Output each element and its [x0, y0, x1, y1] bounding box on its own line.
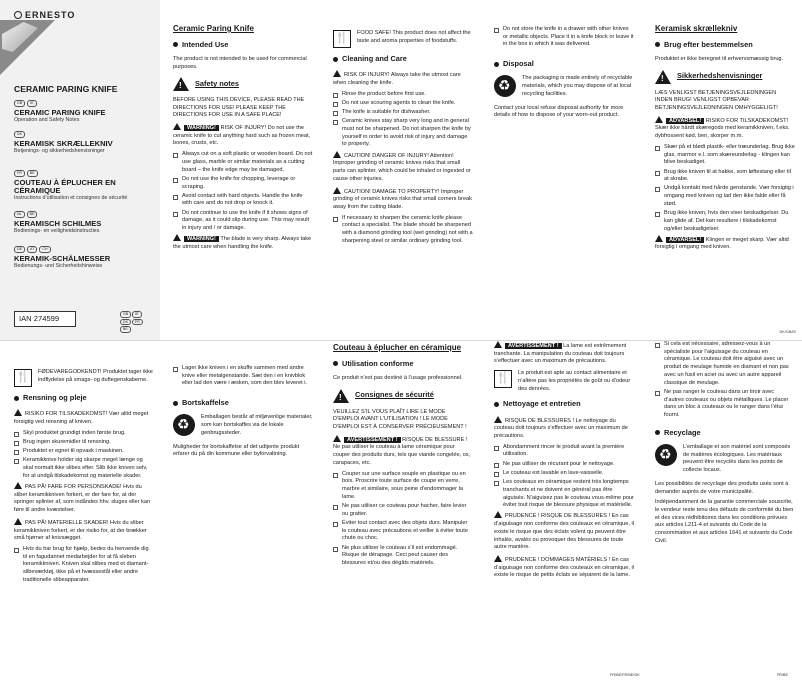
warning-paragraph: RISQUE DE BLESSURES ! Le nettoyage du couteau doit toujours s’effectuer avec un maximum de précautions. — [494, 417, 628, 439]
section-heading: Recyclage — [655, 428, 795, 438]
lang-code: IE — [132, 311, 141, 318]
bullet-dot-icon — [333, 57, 338, 62]
list-item: Les couteaux en céramique restent très longtemps tranchants et ne doivent en général pas être aiguisés. N’aiguisez pas le couteau vous-même pour éviter tout risque de blessure physique et matérielle. — [494, 479, 634, 510]
lang-code: FR — [14, 170, 25, 177]
bullet-dot-icon — [655, 430, 660, 435]
bullet-dot-icon — [173, 401, 178, 406]
cover-title: CERAMIC PARING KNIFE — [14, 84, 118, 94]
section-heading: Utilisation conforme — [333, 359, 473, 369]
bullet-dot-icon — [14, 396, 19, 401]
dk-column-2 — [14, 365, 154, 586]
warning-icon — [655, 116, 663, 123]
lang-subtitle: Bedienungs- und Sicherheitshinweise — [14, 263, 103, 270]
ian-box: IAN 274599 — [14, 311, 76, 327]
paragraph: Contact your local refuse disposal authority for more details of how to dispose of your worn-out product. — [494, 104, 624, 119]
lang-title: KERAMIK-SCHÄLMESSER — [14, 253, 111, 263]
list-item: Avoid contact with hard objects. Handle the knife with care and do not drop or knock it. — [173, 193, 313, 208]
list-item: Lager ikke kniven i en skuffe sammen med andre knive eller metalgenstande. Sæt den i en knivblok eller lad den være i æsken, som den blev leveret i. — [173, 365, 313, 388]
paragraph: Ce produit n’est pas destiné à l’usage professionnel. — [333, 374, 463, 381]
warning-paragraph: ADVARSEL! Klingen er meget skarp. Vær altid forsigtig i omgang med kniven. — [655, 236, 789, 251]
lang-block-nl — [14, 211, 154, 234]
warning-triangle-icon — [173, 77, 189, 91]
list-item: Abondamment rincer le produit avant la première utilisation. — [494, 444, 634, 459]
fr-column-2 — [494, 341, 634, 583]
section-title: Keramisk skrællekniv — [655, 24, 738, 33]
lang-code: GB — [120, 311, 131, 318]
list-item: Éviter tout contact avec des objets durs. Manipuler le couteau avec précautions et veiller à éviter toute chute ou choc. — [333, 520, 473, 543]
warning-icon — [14, 409, 22, 416]
food-safe-note: 🍴 Le produit est apte au contact alimentaire et n’altère pas les propriétés de goût ou d’odeur des denrées. — [494, 370, 634, 393]
section-heading: Intended Use — [173, 40, 313, 50]
bullet-list — [14, 546, 154, 585]
fr-column-3 — [655, 341, 795, 549]
section-heading: Nettoyage et entretien — [494, 399, 634, 409]
warning-icon — [14, 518, 22, 525]
lang-code: DE — [14, 246, 25, 253]
fr-column-1 — [333, 341, 473, 569]
dk-column-1 — [655, 22, 795, 255]
list-item: The knife is suitable for dishwasher. — [333, 109, 473, 117]
list-item: Rinse the product before first use. — [333, 91, 473, 99]
lang-subtitle: Instructions d’utilisation et consignes de sécurité — [14, 195, 128, 202]
section-heading: Cleaning and Care — [333, 54, 473, 64]
bullet-dot-icon — [173, 42, 178, 47]
lang-subtitle: Betjenings- og sikkerhedshenvisninger — [14, 148, 105, 155]
lang-code: BE — [120, 326, 131, 333]
warning-icon — [333, 70, 341, 77]
warning-icon — [14, 482, 22, 489]
lang-block-de — [14, 246, 154, 269]
manual-page-bottom — [0, 340, 802, 681]
list-item: Couper sur une surface souple en plastique ou en bois. Proscrire toute surface de coupe en verre, marbre et similaire, sous peine d’endommager la lame. — [333, 471, 473, 502]
food-safe-note: 🍴 FØDEVAREGODKENDT! Produktet tager ikke indflydelse på smags- og duftegenskaberne. — [14, 369, 154, 387]
list-item: Si cela est nécessaire, adressez-vous à un spécialiste pour l’aiguisage du couteau en céramique. Le couteau doit être aiguisé avec un produit de meulage humide en diamant et non pas avec un fusil en acier ou avec un autre appareil classique de meulage. — [655, 341, 795, 387]
list-item: Hvis du har brug for hjælp, bedes du henvende dig til en fagudannet medarbejder for at få sleben keramikkniven. Kniven skal slibes med et diamant-slibeværktøj, ikke på et hvæssestål eller andre traditionelle slibeapparater. — [14, 546, 154, 585]
safety-heading: ! Consignes de sécurité — [333, 389, 473, 403]
cover-panel — [0, 0, 160, 340]
paragraph: VEUILLEZ S’IL VOUS PLAÎT LIRE LE MODE D’EMPLOI AVANT L’UTILISATION ! LE MODE D’EMPLOI EST À CONSERVER PRÉCIEUSEMENT ! — [333, 408, 467, 430]
lang-code: AT — [27, 246, 37, 253]
warning-icon — [494, 416, 502, 423]
food-safe-icon: 🍴 — [14, 369, 32, 387]
lang-code: BE — [27, 211, 38, 218]
list-item: Ne plus utiliser le couteau s’il est endommagé. Risque de dérapage. Ceci peut causer des blessures et/ou des dégâts matériels. — [333, 545, 473, 568]
list-item: Le couteau est lavable en lave-vaisselle. — [494, 470, 634, 478]
paragraph: BEFORE USING THIS DEVICE, PLEASE READ THE DIRECTIONS FOR USE! PLEASE KEEP THE DIRECTIONS FOR USE IN A SAFE PLACE! — [173, 97, 305, 119]
list-item: If necessary to sharpen the ceramic knife please contact a specialist. The blade should be sharpened with a diamond grinding tool (wet grinding) not with a sharpening steel or similar ordinary grinding tool. — [333, 215, 473, 246]
recycle-icon — [655, 444, 677, 466]
warning-paragraph: WARNING! RISK OF INJURY! Do not use the ceramic knife to cut anything hard such as frozen meat, bones, crusts, etc. — [173, 124, 311, 147]
list-item: Undgå kontakt med hårde genstande. Vær forsigtig i omgang med kniven og lad den ikke falde eller få stød. — [655, 185, 795, 208]
page-code: DK/GB/IE — [779, 330, 796, 334]
list-item: Do not use the knife for chopping, leverage or scraping. — [173, 176, 313, 191]
warning-icon — [333, 151, 341, 158]
lang-code: GB — [14, 100, 25, 107]
recycle-icon — [173, 414, 195, 436]
warning-icon — [173, 123, 181, 130]
section-title: Couteau à éplucher en céramique — [333, 343, 462, 352]
disposal-note: ♻ Emballagen består af miljøvenlige materialer, som kan bortskaffes via de lokale genbrugssteder. — [173, 414, 313, 437]
bullet-list — [173, 151, 313, 233]
section-title: Ceramic Paring Knife — [173, 24, 254, 33]
bullet-list — [333, 91, 473, 150]
bullet-dot-icon — [333, 361, 338, 366]
lang-code: FR — [132, 319, 143, 326]
bullet-dot-icon — [494, 62, 499, 67]
warning-triangle-icon — [655, 70, 671, 84]
list-item: Always cut on a soft plastic or wooden board. Do not use glass, marble or similar materials as a cutting board – the knife edge may be damaged. — [173, 151, 313, 174]
warning-paragraph: AVERTISSEMENT ! La lame est extrêmement tranchante. La manipulation du couteau doit toujours s’effectuer avec un maximum de précautions. — [494, 343, 627, 365]
bullet-dot-icon — [494, 402, 499, 407]
lang-subtitle: Bedienings- en veiligheidsinstructies — [14, 228, 100, 235]
section-heading: Brug efter bestemmelsen — [655, 40, 795, 50]
list-item: Do not store the knife in a drawer with other knives or metallic objects. Place it in a knife block or leave it in the box in which it was delivered. — [494, 26, 634, 49]
disposal-note: ♻ The packaging is made entirely of recyclable materials, which you may dispose of at local recycling facilities. — [494, 75, 634, 98]
lang-title: KERAMISCH SCHILMES — [14, 218, 102, 228]
recycling-note: ♻ L’emballage et son matériel sont composés de matières écologiques. Les matériaux peuvent être recyclés dans les points de collecte locaux. — [655, 444, 795, 475]
warning-icon — [494, 511, 502, 518]
bullet-list — [655, 341, 795, 420]
bullet-list — [14, 430, 154, 481]
bullet-list — [333, 471, 473, 568]
recycle-icon — [494, 75, 516, 97]
bullet-list — [333, 215, 473, 246]
caution-paragraph: PRUDENCE ! RISQUE DE BLESSURES ! En cas d’aiguisage non conforme des couteaux en céramique, il existe le risque que des éclats volent qu peuvent être inhalés, avalés ou provoquer des blessures de toute autre manière. — [494, 513, 634, 551]
caution-paragraph: PAS PÅ! FARE FOR PERSONSKADE! Hvis du sliber keramikkniven forkert, er der fare for, at der springer splinter af, som indåndes hhv. sluges eller kan føre til andre kvæstelser. — [14, 483, 151, 514]
paragraph: Produktet er ikke beregnet til erhvervsmæssig brug. — [655, 55, 784, 62]
warning-icon — [494, 555, 502, 562]
lang-subtitle: Operation and Safety Notes — [14, 117, 80, 124]
list-item: Brug ingen skuremidler til rensning. — [14, 439, 154, 447]
warning-paragraph: WARNING! The blade is very sharp. Always take the utmost care when handling the knife. — [173, 236, 312, 251]
list-item: Produktet er egnet til opvask i maskinen. — [14, 448, 154, 456]
paragraph: Les possibilités de recyclage des produits usés sont à demander auprès de votre municipalité. — [655, 480, 789, 495]
food-safe-icon: 🍴 — [333, 30, 351, 48]
brand-logo — [14, 10, 75, 20]
bullet-list — [655, 144, 795, 233]
ian-lang-codes — [120, 311, 152, 333]
paragraph: The product is not intended to be used for commercial purposes. — [173, 55, 307, 70]
logo-icon — [14, 11, 22, 19]
lang-block-fr — [14, 170, 154, 201]
warning-icon — [333, 187, 341, 194]
lang-code: DK — [120, 319, 131, 326]
warning-icon — [333, 435, 341, 442]
safety-heading: ! Sikkerhedshenvisninger — [655, 70, 795, 84]
list-item: Skyl produktet grundigt inden første brug. — [14, 430, 154, 438]
bullet-list — [173, 365, 313, 388]
lang-code: CH — [39, 246, 50, 253]
warning-icon — [655, 235, 663, 242]
warning-paragraph: RISIKO FOR TILSKADEKOMST! Vær altid meget forsigtig ved rensning af kniven. — [14, 411, 149, 425]
bullet-dot-icon — [655, 42, 660, 47]
caution-paragraph: CAUTION! DANGER OF INJURY! Attention! Improper grinding of ceramic knives risks that small parts can splinter, which could be inhaled or ingested or cause other injuries. — [333, 152, 471, 182]
paragraph: Muligheder for bortskaffelse af det udtjente produkt erfarer du på din kommune eller byforvaltning. — [173, 443, 300, 458]
list-item: Ne pas utiliser de récurant pour le nettoyage. — [494, 461, 634, 469]
lang-code: DK — [14, 131, 25, 138]
caution-paragraph: PRUDENCE ! DOMMAGES MATÉRIELS ! En cas d’aiguisage non conforme des couteaux en céramique, il existe le risque de petits éclats se séparent de la lame. — [494, 557, 634, 579]
paragraph: Indépendamment de la garantie commerciale souscrite, le vendeur reste tenu des défauts de conformité du bien et des vices rédhibitoires dans les conditions prévues aux articles L211-4 et suivants du Code de la consommation et aux articles 1641 et suivants du Code Civil. — [655, 499, 794, 544]
warning-paragraph: RISK OF INJURY! Always take the utmost care when cleaning the knife. — [333, 72, 461, 86]
en-column-3 — [494, 26, 634, 123]
lang-title: COUTEAU À ÉPLUCHER EN CÉRAMIQUE — [14, 177, 116, 196]
list-item: Ne pas ranger le couteau dans un tiroir avec d’autres couteaux ou objets métalliques. Le placer dans un bloc à couteaux ou le ranger dans l’étui fourni. — [655, 389, 795, 420]
section-heading: Rensning og pleje — [14, 393, 154, 403]
list-item: Skær på et blødt plastik- eller træunderlag. Brug ikke glas, marmor e.l. som skæreunderlag - klingen kan blive beskadiget. — [655, 144, 795, 167]
manual-page-top — [0, 0, 802, 340]
safety-heading: ! Safety notes — [173, 77, 313, 91]
list-item: Brug ikke kniven til at hakke, som løftestang eller til at skrabe. — [655, 169, 795, 184]
warning-icon — [173, 234, 181, 241]
warning-paragraph: AVERTISSEMENT ! RISQUE DE BLESSURE ! Ne pas utiliser le couteau à lame céramique pour couper des produits durs, tels que viande congelée, os, carapaces, etc. — [333, 436, 471, 466]
en-column-2 — [333, 26, 473, 247]
warning-icon — [494, 341, 502, 348]
paragraph: LÆS VENLIGST BETJENINGSVEJLEDNINGEN INDEN BRUG! VENLIGST OPBEVAR BETJENINGSVEJLEDNINGEN OMHYGGELIGT! — [655, 89, 778, 111]
caution-paragraph: PAS PÅ! MATERIELLE SKADER! Hvis du sliber keramikkniven forkert, er der risiko for, at der brækker små hjørner af knivsægget. — [14, 519, 147, 542]
logo-text: ERNESTO — [25, 10, 76, 20]
lang-code: NL — [14, 211, 25, 218]
list-item: Ne pas utiliser ce couteau pour hacher, faire levier ou gratter. — [333, 503, 473, 518]
list-item: Do not continue to use the knife if it shows signs of damage, as it could slip during use. This may result in injury and / or damage. — [173, 210, 313, 233]
dk-column-3 — [173, 365, 313, 462]
caution-paragraph: CAUTION! DAMAGE TO PROPERTY! Improper grinding of ceramic knives risks that small corners break away from the cutting blade. — [333, 188, 472, 210]
lang-block-dk — [14, 131, 154, 154]
list-item: Do not use scouring agents to clean the knife. — [333, 100, 473, 108]
list-item: Ceramic knives stay sharp very long and in general must not be sharpened. Do not sharpen the knife by yourself in order to avoid risk of injury and damage to property. — [333, 118, 473, 149]
en-column-1 — [173, 22, 313, 255]
page-code-left: FR/BE/FR/BE/DK — [610, 673, 640, 677]
bullet-list — [494, 26, 634, 49]
page-code-right: FR/BE — [776, 673, 788, 677]
food-safe-icon: 🍴 — [494, 370, 512, 388]
section-heading: Disposal — [494, 59, 634, 69]
section-heading: Bortskaffelse — [173, 398, 313, 408]
lang-code: IE — [27, 100, 36, 107]
warning-paragraph: ADVARSEL! RISIKO FOR TILSKADEKOMST! Skær ikke hårdt skæregods med keramikkniven, f.eks. dybfrossent kød, ben, skorper m.m. — [655, 117, 790, 140]
list-item: Keramikknive holder sig skarpe meget længe og skal normalt ikke slibes efter. Slib ikke kniven selv, for at undgå tilskadekomst og materielle skader. — [14, 457, 154, 480]
lang-title: KERAMISK SKRÆLLEKNIV — [14, 138, 113, 148]
list-item: Brug ikke kniven, hvis den viser beskadigelser. Du kan glide af. Det kan resultere i tilskadekomst og/eller beskadigelser. — [655, 210, 795, 233]
lang-block-en — [14, 100, 154, 123]
food-safe-note: 🍴 FOOD SAFE! This product does not affect the taste and aroma properties of foodstuffs. — [333, 30, 473, 48]
lang-title: CERAMIC PARING KNIFE — [14, 107, 106, 117]
bullet-list — [494, 444, 634, 510]
warning-triangle-icon — [333, 389, 349, 403]
lang-code: BE — [27, 170, 38, 177]
